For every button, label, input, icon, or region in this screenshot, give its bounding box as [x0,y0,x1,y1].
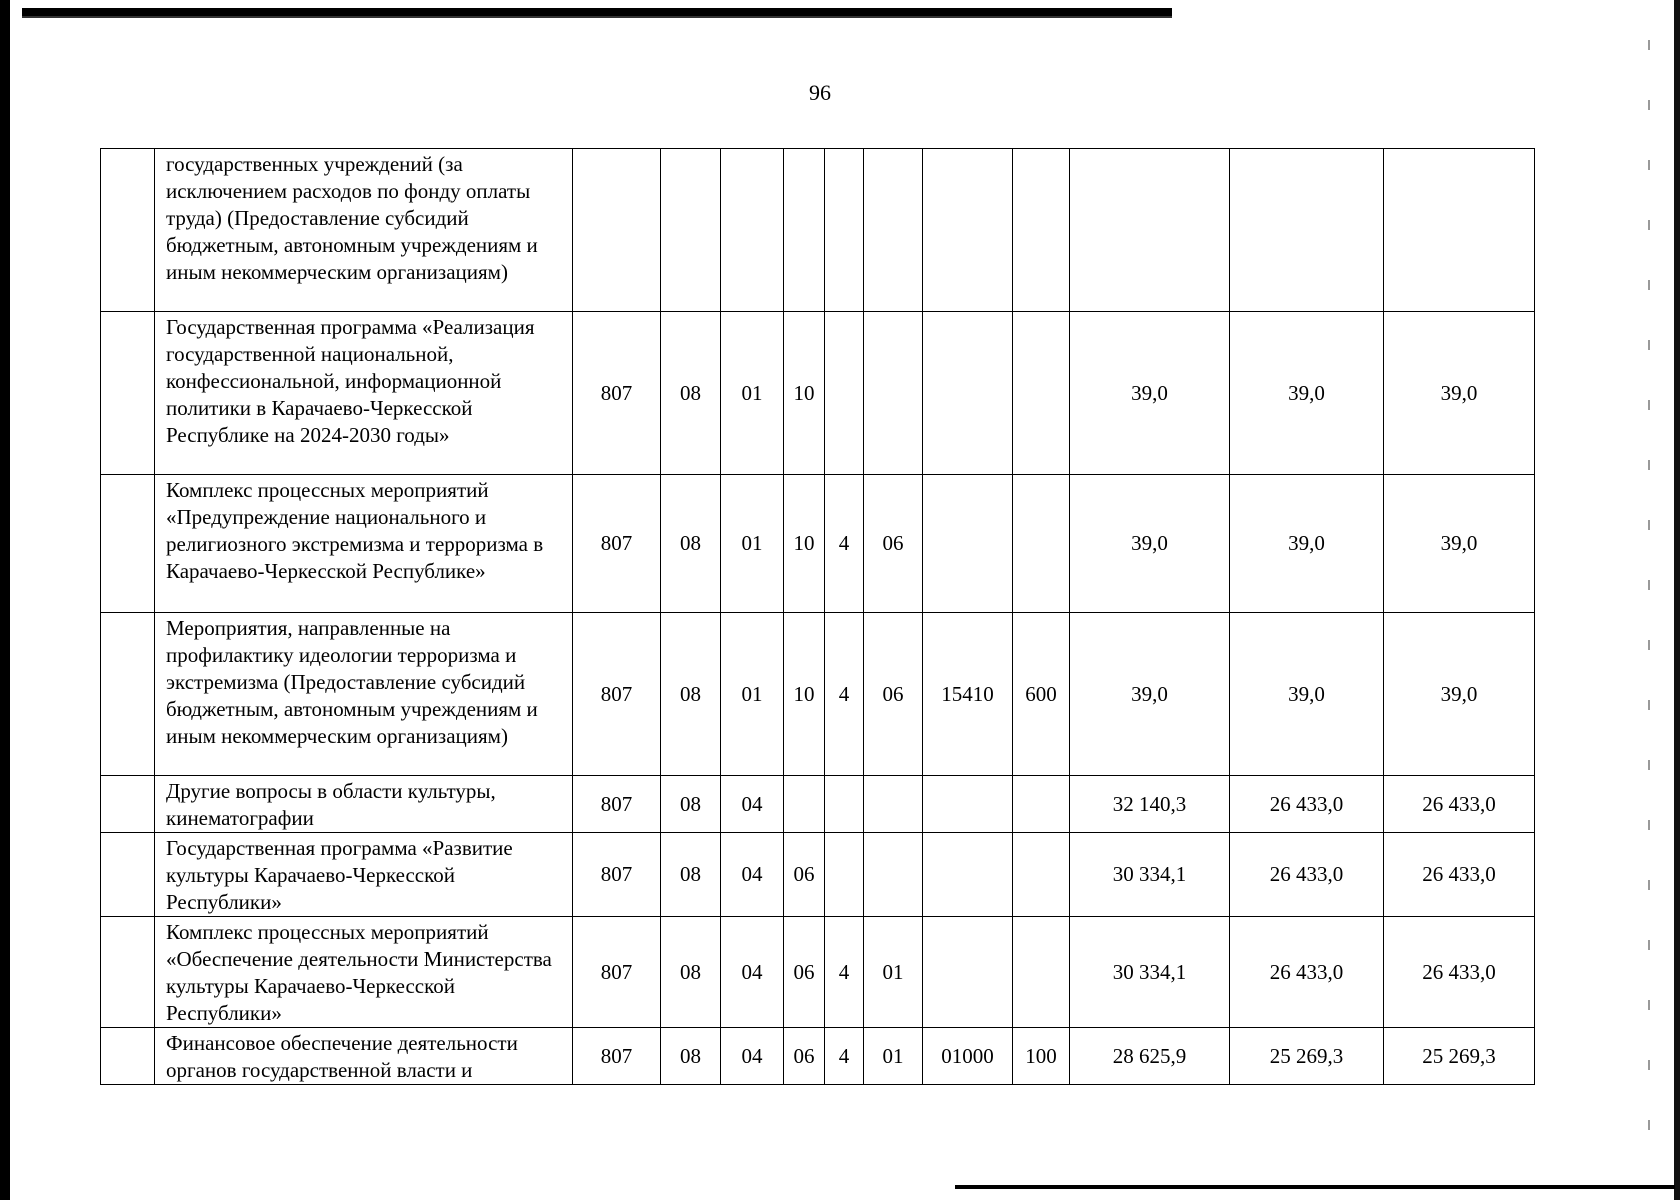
scan-edge-bottom [955,1185,1675,1189]
table-row [101,776,1535,833]
cell-sum2 [1230,149,1384,312]
cell-ved [573,149,661,312]
cell-sum3: 39,0 [1384,613,1535,776]
cell-pr: 01 [721,312,784,475]
cell-name: Государственная программа «Развитие культуры Карачаево-Черкесской Республики» [155,833,573,917]
cell-rz [661,149,721,312]
cell-name: Мероприятия, направленные на профилактику идеологии терроризма и экстремизма (Предоставление субсидий бюджетным, автономным учреждениям и иным некоммерческим организациям) [155,613,573,776]
cell-dir [923,475,1013,613]
cell-name: Государственная программа «Реализация государственной национальной, конфессиональной, информационной политики в Карачаево-Черкесской Республике на 2024-2030 годы» [155,312,573,475]
cell-index [101,917,155,1028]
cell-sub [825,312,864,475]
cell-pr [721,149,784,312]
budget-table-body [101,149,1535,1085]
cell-ved: 807 [573,776,661,833]
page-number: 96 [809,80,831,105]
cell-rz: 08 [661,312,721,475]
cell-ved: 807 [573,917,661,1028]
cell-grp [864,149,923,312]
scan-edge-left [0,0,10,1200]
cell-dir: 01000 [923,1028,1013,1085]
cell-ved: 807 [573,312,661,475]
cell-prog [784,776,825,833]
cell-grp: 01 [864,917,923,1028]
cell-rz: 08 [661,917,721,1028]
cell-name: Комплекс процессных мероприятий «Предупреждение национального и религиозного экстремизма и терроризма в Карачаево-Черкесской Республике» [155,475,573,613]
cell-sum2: 26 433,0 [1230,776,1384,833]
cell-dir [923,776,1013,833]
cell-prog [784,149,825,312]
cell-index [101,149,155,312]
cell-prog: 10 [784,475,825,613]
cell-grp [864,312,923,475]
cell-index [101,1028,155,1085]
cell-sum2: 39,0 [1230,613,1384,776]
cell-sum3: 25 269,3 [1384,1028,1535,1085]
cell-pr: 04 [721,1028,784,1085]
cell-index [101,312,155,475]
cell-sum2: 25 269,3 [1230,1028,1384,1085]
table-row [101,312,1535,475]
cell-grp: 06 [864,613,923,776]
cell-sum2: 39,0 [1230,475,1384,613]
cell-grp: 01 [864,1028,923,1085]
cell-sum1: 39,0 [1070,475,1230,613]
cell-index [101,833,155,917]
cell-name: государственных учреждений (за исключением расходов по фонду оплаты труда) (Предоставление субсидий бюджетным, автономным учреждениям и иным некоммерческим организациям) [155,149,573,312]
cell-prog: 10 [784,613,825,776]
cell-grp: 06 [864,475,923,613]
cell-sum2: 26 433,0 [1230,917,1384,1028]
cell-rz: 08 [661,833,721,917]
cell-sum1: 28 625,9 [1070,1028,1230,1085]
cell-name: Комплекс процессных мероприятий «Обеспечение деятельности Министерства культуры Карачаево-Черкесской Республики» [155,917,573,1028]
cell-pr: 04 [721,917,784,1028]
cell-rz: 08 [661,475,721,613]
cell-dir [923,917,1013,1028]
cell-sum1: 32 140,3 [1070,776,1230,833]
cell-grp [864,776,923,833]
cell-sub [825,776,864,833]
cell-sub: 4 [825,475,864,613]
cell-ved: 807 [573,613,661,776]
budget-table [100,148,1535,1085]
table-row [101,917,1535,1028]
cell-sum1: 39,0 [1070,312,1230,475]
cell-index [101,475,155,613]
table-row [101,613,1535,776]
cell-vr [1013,475,1070,613]
cell-sub [825,149,864,312]
cell-rz: 08 [661,1028,721,1085]
cell-prog: 06 [784,833,825,917]
table-row [101,149,1535,312]
cell-vr: 100 [1013,1028,1070,1085]
cell-sub: 4 [825,917,864,1028]
cell-index [101,776,155,833]
scan-edge-top-thin [22,16,1172,18]
cell-sum1 [1070,149,1230,312]
cell-name: Другие вопросы в области культуры, кинематографии [155,776,573,833]
scan-edge-right [1674,0,1680,1200]
cell-dir: 15410 [923,613,1013,776]
cell-prog: 06 [784,1028,825,1085]
cell-vr [1013,312,1070,475]
cell-sum1: 39,0 [1070,613,1230,776]
cell-grp [864,833,923,917]
cell-dir [923,833,1013,917]
cell-sum2: 39,0 [1230,312,1384,475]
cell-dir [923,149,1013,312]
cell-sub: 4 [825,1028,864,1085]
cell-vr: 600 [1013,613,1070,776]
cell-sum3: 39,0 [1384,312,1535,475]
cell-ved: 807 [573,475,661,613]
cell-rz: 08 [661,613,721,776]
cell-pr: 04 [721,833,784,917]
cell-rz: 08 [661,776,721,833]
cell-sum3 [1384,149,1535,312]
cell-sum2: 26 433,0 [1230,833,1384,917]
cell-pr: 01 [721,475,784,613]
cell-name: Финансовое обеспечение деятельности органов государственной власти и [155,1028,573,1085]
cell-pr: 01 [721,613,784,776]
cell-sum3: 26 433,0 [1384,776,1535,833]
cell-sub: 4 [825,613,864,776]
cell-vr [1013,776,1070,833]
cell-vr [1013,833,1070,917]
cell-sum3: 39,0 [1384,475,1535,613]
cell-prog: 10 [784,312,825,475]
cell-index [101,613,155,776]
cell-sum3: 26 433,0 [1384,833,1535,917]
table-row [101,1028,1535,1085]
cell-vr [1013,917,1070,1028]
scan-edge-top [22,8,1172,16]
cell-sub [825,833,864,917]
cell-pr: 04 [721,776,784,833]
table-row [101,833,1535,917]
cell-sum1: 30 334,1 [1070,833,1230,917]
cell-sum3: 26 433,0 [1384,917,1535,1028]
cell-ved: 807 [573,833,661,917]
cell-dir [923,312,1013,475]
scan-artifact-dots [1648,40,1650,1160]
cell-prog: 06 [784,917,825,1028]
cell-ved: 807 [573,1028,661,1085]
table-row [101,475,1535,613]
cell-vr [1013,149,1070,312]
cell-sum1: 30 334,1 [1070,917,1230,1028]
